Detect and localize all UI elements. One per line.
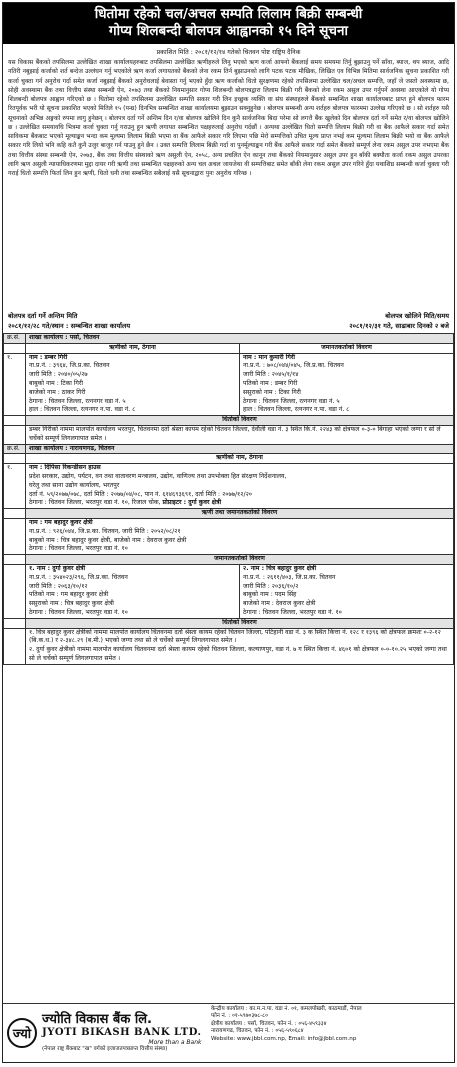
- borrower-firm-details: [26, 464, 454, 509]
- head-office-phone: फोन नं. : ०१-५९७०३७८-८०: [211, 1013, 269, 1020]
- borrower-header-2: ऋणीको नाम, ठेगाना: [26, 454, 454, 464]
- sn-2: १.: [4, 464, 26, 509]
- bank-logo-block: [3, 1004, 208, 1062]
- guarantor-father-in-law: ससुराको नाम : टिका गिरी: [243, 388, 301, 396]
- guarantor-2-details: [240, 564, 454, 618]
- borrower-guarantor-family-header: ऋणी तथा जमानतकर्ताको विवरण: [26, 509, 454, 519]
- guarantor-name: नाम : मान कुमारी गिरी: [243, 353, 295, 361]
- borrower-father: बाबुको नाम : टिका गिरी: [29, 379, 84, 387]
- deadline-labels: [3, 311, 454, 321]
- borrower-issue-date: जारी मिति : २०४०/०५/२७: [29, 371, 88, 379]
- regional-office-narayangadh: नारायणगढ, चितवन, फोन नं. : ०५६-५९०६८४: [211, 1028, 304, 1035]
- collateral-item-1: १. चित्र बहादुर कुवर क्षेत्रीको नाममा मालपोत कार्यालय चितवनमा दर्ता श्रेस्ता कायम रहेको चितवन जिल्ला, पटिहानी वडा नं. ३ क स्थित कित्ता नं. १२८ र १३९६ को क्षेत्रफल क्रमशः ०-२-१२ (बि.क.ध.) र २-३४८.२९ (ब.मी.) भएको जग्गा तथा सो ले चर्चेको सम्पूर्ण लिगलगापात समेत ।: [29, 628, 441, 645]
- notice-body: यस विकास बैंकको तपसिलमा उल्लेखित शाखा कार्यालयहरुबाट तपसिलमा उल्लेखित ऋणीहरुले लिनु भएको ऋण कर्जा आफ्नो बैंकलाई समय समयमा तिर्नु बुझाउनु पर्ने साँवा, ब्याज, थप ब्याज, आदि नतिरी नबुझाई कर्जाको शर्त बन्देज उल्लंघन गर्नु भएकोले ऋण कर्जा लगायतको बैंकको लेना रकम तिर्न बुझाउनको लागि पटक पटक मौखिक, लिखित एव विभिन्न मितिमा सार्वजनिक सूचना प्रकाशित गरी कर्जा चुक्ता गर्न अनुरोध गर्दा समेत कर्जा नबुझाई बैंकको अनुरोधलाई बेवास्ता गर्नु भएको हुँदा ऋण कर्जाको धितो सुरक्षणमा रहेको तपसिलमा उल्लेखित चल/अचल सम्पत्ति, जहाँ जे जस्तो अवस्थामा छ, सोही अवस्थामा बैंक तथा वित्तीय संस्था सम्बन्धी ऐन, २०७३ तथा बैंकको नियमानुसार गोप्य शिलबन्दी बोलपत्रद्वारा लिलाम बिक्री गरी बैंकको लेना रकम असुल उपर गर्नुपर्ने अवस्था आएकोले यो गोप्य शिलबन्दी बोलपत्र आह्वान गरिएको छ । धितोमा रहेको तपसिलमा उल्लेखित सम्पत्ति सकार गरी लिन इच्छुक व्यक्ति वा संघ संस्थाहरुले बैंकको सम्बन्धित शाखा कार्यालयबाट प्राप्त हुने बोलपत्र फारम रितपूर्वक भरी यो सूचना प्रकाशित भएको मितिले १५ (पन्ध्र) दिनभित्र सम्बन्धित शाखा कार्यालयमा बुझाउन सक्नुहुनेछ । बोलपत्र सम्बन्धी अन्य शर्तहरु बोलपत्र फारममा उल्लेख गरिएको छ । सो शर्तहरु यसै सूचनाको अभिन्न अङ्गको रुपमा लागु हुनेछन् । बोलपत्र दर्ता गर्ने अन्तिम दिन र/वा बोलपत्र खोलिने दिन कुनै सार्वजनिक बिदा परेमा सो लगत्तै बैंक खुलेको दिन बोलपत्र दर्ता गर्ने समेत र/वा बोलपत्र खोलिने छ । उल्लेखित समयावधि भित्रमा कर्जा चुक्ता गर्नु गराउनु हुन ऋणी लगायत सम्बन्धित पक्षहरुलाई अनुरोध गर्दछौं । अन्यथा उल्लेखित धितो सम्पत्ति लिलाम बिक्री गरी वा बैंक आफैले सकार गर्दा समेत साविकमा बैंकबाट भएको मूल्याङ्कन भन्दा कम मूल्यमा लिलाम बिक्री भएमा वा बैंक आफैले सकार गरि लिएमा पछि मेरो सम्पत्तिको उचित मूल्य प्राप्त नभई कम मूल्यमा लिलाम बिक्री भयो वा बैंक आफैले सकार गरि लियो भनि कहि कतै कुनै उजुर बाजुर गर्न पाउनु हुने छैन । उक्त सम्पत्ति लिलाम बिक्री गर्दा वा पुनर्मूल्याङ्कन गरी बैंक आफैले सकार गर्दा समेत बैंकको सम्पूर्ण लेना रकम असुल उपर नभएमा बैंक तथा वित्तीय संस्था सम्बन्धी ऐन, २०७३, बैंक तथा वित्तीय संस्थाको ऋण असुली ऐन, २०५८, अन्य प्रचलित ऐन कानून तथा बैंकको नियमानुसार असुल उपर हुन बाँकी बक्यौता कर्जा रकम असुल उपरका लागि ऋण असुली न्यायाधिकरणमा मुद्दा दायर गरी ऋणी तथा सम्बन्धित पक्षहरुको अन्य चल अचल जायजेथा वी सम्पत्तिबाट समेत बाँकी लेना रकम असुल उपर गरिने हुँदा यथाशिघ्र सम्बन्धी कर्जा चुक्ता गरी गराई धितो सम्पत्ति फिर्ता लिन हुन ऋणी, धितो धनी तथा सम्बन्धित सबैलाई यसै सूचनाद्वारा पुनः अनुरोध गरिन्छ ।: [8, 59, 449, 177]
- auction-details-table: [3, 333, 454, 665]
- collateral-header-1: धितोको विवरण: [26, 416, 454, 426]
- head-office-address: केन्द्रीय कार्यालय : का.म.न.पा. वडा नं. ०१, कमलपोखरी, काठमाडौं, नेपाल: [211, 1006, 362, 1012]
- collateral-details-1: डम्बर गिरीको नाममा मालपोत कार्यालय भरतपुर, चितवनमा दर्ता श्रेस्ता कायम रहेको चितवन जिल्ला, देवौली वडा नं. ३ स्थित कि.नं. २२४३ को क्षेत्रफल ०-३-० बिगाहा भएको जग्गा र सो ले चर्चेको सम्पूर्ण लिगलगापात समेत ।: [26, 425, 454, 444]
- guarantor-1-details: [26, 564, 240, 618]
- opening-date-value: २०८१/१२/३१ गते, साढाबार दिनको २ बजे: [349, 322, 449, 330]
- notice-header: [3, 3, 454, 44]
- bank-tagline: More than a Bank: [148, 1039, 202, 1046]
- bank-contact-info: [208, 1004, 454, 1062]
- registration-deadline-value: २०८१/१२/२८ गते/स्थान : सम्बन्धित शाखा कार्यालय: [8, 322, 131, 330]
- auction-notice: [2, 2, 455, 1063]
- bank-logo-icon: ज्यो: [7, 1018, 37, 1048]
- sn-1: १.: [4, 353, 26, 416]
- firm-address: ठेगाना : चितवन जिल्ला, भरतपुर वडा नं. १०, रिजाल चोक,: [29, 499, 163, 507]
- regional-office-parsa: क्षेत्रीय कार्यालय : पर्सा, चितवन, फोन नं. : ०५६-४५९३३४: [211, 1020, 327, 1027]
- guarantor-1-issue-date: जारी मिति : २०६३/१०/१२: [29, 582, 88, 590]
- branch-header-narayangadh: शाखा कार्यालय : नारायणगढ, चितवन: [26, 444, 454, 454]
- registration-deadline-label: बोलपत्र दर्ता गर्ने अन्तिम मिति: [8, 312, 78, 320]
- borrower-grandfather: बाजेको नाम : ठाकर गिरी: [29, 388, 86, 396]
- guarantor-2-name: २. नाम : चित्र बहादुर कुवर क्षेत्री: [243, 564, 317, 572]
- family-member-parents: बाबुको नाम : चित्र बहादुर कुवर क्षेत्री, बाजेको नाम : देवराज कुवर क्षेत्री: [29, 536, 187, 544]
- bank-footer: [3, 1003, 454, 1062]
- family-member-name: नाम : गम बहादुर कुवर क्षेत्री: [29, 518, 93, 526]
- bank-license-note: (नेपाल राष्ट्र बैंकबाट "ख" वर्गको इजाजतपत्रप्राप्त वित्तीय संस्था): [42, 1046, 168, 1052]
- website-email: Website: www.jbbl.com.np, Email: info@jbbl.com.np: [211, 1035, 357, 1042]
- notice-title-line1: धितोमा रहेको चल/अचल सम्पति लिलाम बिक्री सम्बन्धी: [94, 6, 363, 22]
- guarantor-details: [240, 353, 454, 416]
- firm-name: नाम : दिपिसा रिकन्डीसन हाउस: [29, 464, 101, 472]
- family-member-details: [26, 518, 454, 554]
- borrower-current-address: हाल : चितवन जिल्ला, रत्ननगर न.पा. वडा नं. ८: [29, 406, 136, 414]
- guarantor-address: ठेगाना : चितवन जिल्ला, रत्ननगर वडा नं. ५: [243, 397, 340, 405]
- notice-title-line2: गोप्य शिलबन्दी बोलपत्र आह्वानको १५ दिने सूचना: [109, 23, 348, 39]
- guarantor-current-address: हाल : चितवन जिल्ला, रत्ननगर न.पा. वडा नं. ८: [243, 406, 350, 414]
- firm-address-line: [29, 499, 450, 508]
- guarantor-2-father: बाबुको नाम : पदम सिंह: [243, 591, 297, 599]
- bank-name-nepali: ज्योति विकास बैंक लि.: [42, 1012, 152, 1027]
- guarantor-1-citizenship: ना.प्र.नं. : ३५४०२३/२९६, जि.प्र.का. चितवन: [29, 573, 128, 581]
- firm-registration-numbers: दर्ता नं. ५९/२०७७/०७८, दर्ता मिति : २०७७/०४/०८, पान नं. ६१४६९३६९१, दर्ता मिति : २०७७/१२/२०: [29, 490, 253, 498]
- firm-registration-authority: प्रदेश सरकार, उद्योग, पर्यटन, वन तथा वातावरण मन्त्रालय, उद्योग, वाणिज्य तथा उपभोक्ता हित संरक्षण निर्देशनालय,: [29, 472, 287, 480]
- guarantor-2-address: ठेगाना : चितवन जिल्ला, भरतपुर वडा नं. १०: [243, 608, 342, 616]
- collateral-details-2: [26, 628, 454, 664]
- guarantor-header: जमानतकर्ताको विवरण: [240, 343, 454, 353]
- guarantor-1-husband: पतिको नाम : गम बहादुर कुवर क्षेत्री: [29, 591, 109, 599]
- opening-date-label: बोलपत्र खोलिने मिति/समय: [385, 312, 449, 320]
- family-member-citizenship: ना.प्र.नं. : ९२६/०४४, जि.प्र.का. चितवन, जारी मिति : २०५२/०८/२१: [29, 527, 181, 535]
- guarantor-issue-date: जारी मिति : २०४५/१/१४: [243, 371, 299, 379]
- guarantors-header-2: जमानतकर्ताको विवरण: [26, 555, 454, 565]
- guarantor-2-citizenship: ना.प्र.नं. : २६११/४०३, जि.प्र.का. चितवन: [243, 573, 336, 581]
- collateral-header-2: धितोको विवरण: [26, 618, 454, 628]
- borrower-name: नाम : डम्बर गिरी: [29, 353, 68, 361]
- guarantor-1-father-in-law: ससुराको नाम : चित्र बहादुर कुवर क्षेत्री: [29, 600, 114, 608]
- guarantor-1-address: ठेगाना : चितवन जिल्ला, भरतपुर वडा नं. १०: [29, 608, 128, 616]
- guarantor-citizenship: ना.प्र.नं. : ७०८/०४४/०४५, जि.प्र.का. चितवन: [243, 362, 344, 370]
- sn-header-2: क्र.सं.: [4, 444, 26, 454]
- collateral-item-2: २. दुर्गा कुवर क्षेत्रीको नाममा मालपोत कार्यालय चितवनमा दर्ता श्रेस्ता कायम रहेको चितवन जिल्ला, कल्याणपुर, वडा नं. ७ ग स्थित कित्ता नं. ४६०१ को क्षेत्रफल ०-०-१०.२५ भएको जग्गा तथा सो ले चर्चेको सम्पूर्ण लिगलगापात समेत ।: [29, 646, 447, 662]
- borrower-header: ऋणीको नाम, ठेगाना: [26, 343, 240, 353]
- branch-header-parsa: शाखा कार्यालय : पर्सा, चितवन: [26, 334, 454, 344]
- borrower-address: ठेगाना : चितवन जिल्ला, रत्ननगर वडा नं. ५: [29, 397, 126, 405]
- firm-proprietor: प्रोप्राइटर : दुर्गा कुवर क्षेत्री: [162, 499, 222, 507]
- guarantor-2-grandfather: बाजेको नाम : देवराज कुवर क्षेत्री: [243, 600, 316, 608]
- publication-date: प्रकाशित मिति : २०८१/१२/१४ गतेको चितवन पोष्ट राष्ट्रिय दैनिक: [156, 49, 301, 56]
- family-member-address: ठेगाना : चितवन जिल्ला, भरतपुर वडा नं. १०: [29, 545, 128, 553]
- sn-header: क्र.सं.: [4, 334, 26, 344]
- deadline-values: [3, 321, 454, 331]
- firm-registration-office: घरेलु तथा साना उद्योग कार्यालय, भरतपुर: [29, 481, 120, 489]
- borrower-details: [26, 353, 240, 416]
- guarantor-1-name: १. नाम : दुर्गा कुवर क्षेत्री: [29, 564, 86, 572]
- bank-name-english: JYOTI BIKASH BANK LTD.: [42, 1027, 202, 1038]
- guarantor-husband: पतिको नाम : डम्बर गिरी: [243, 379, 298, 387]
- guarantor-2-issue-date: जारी मिति : २०३६/१०/२: [243, 582, 299, 590]
- borrower-citizenship: ना.प्र.नं. : ३९६४, जि.प्र.का. चितवन: [29, 362, 110, 370]
